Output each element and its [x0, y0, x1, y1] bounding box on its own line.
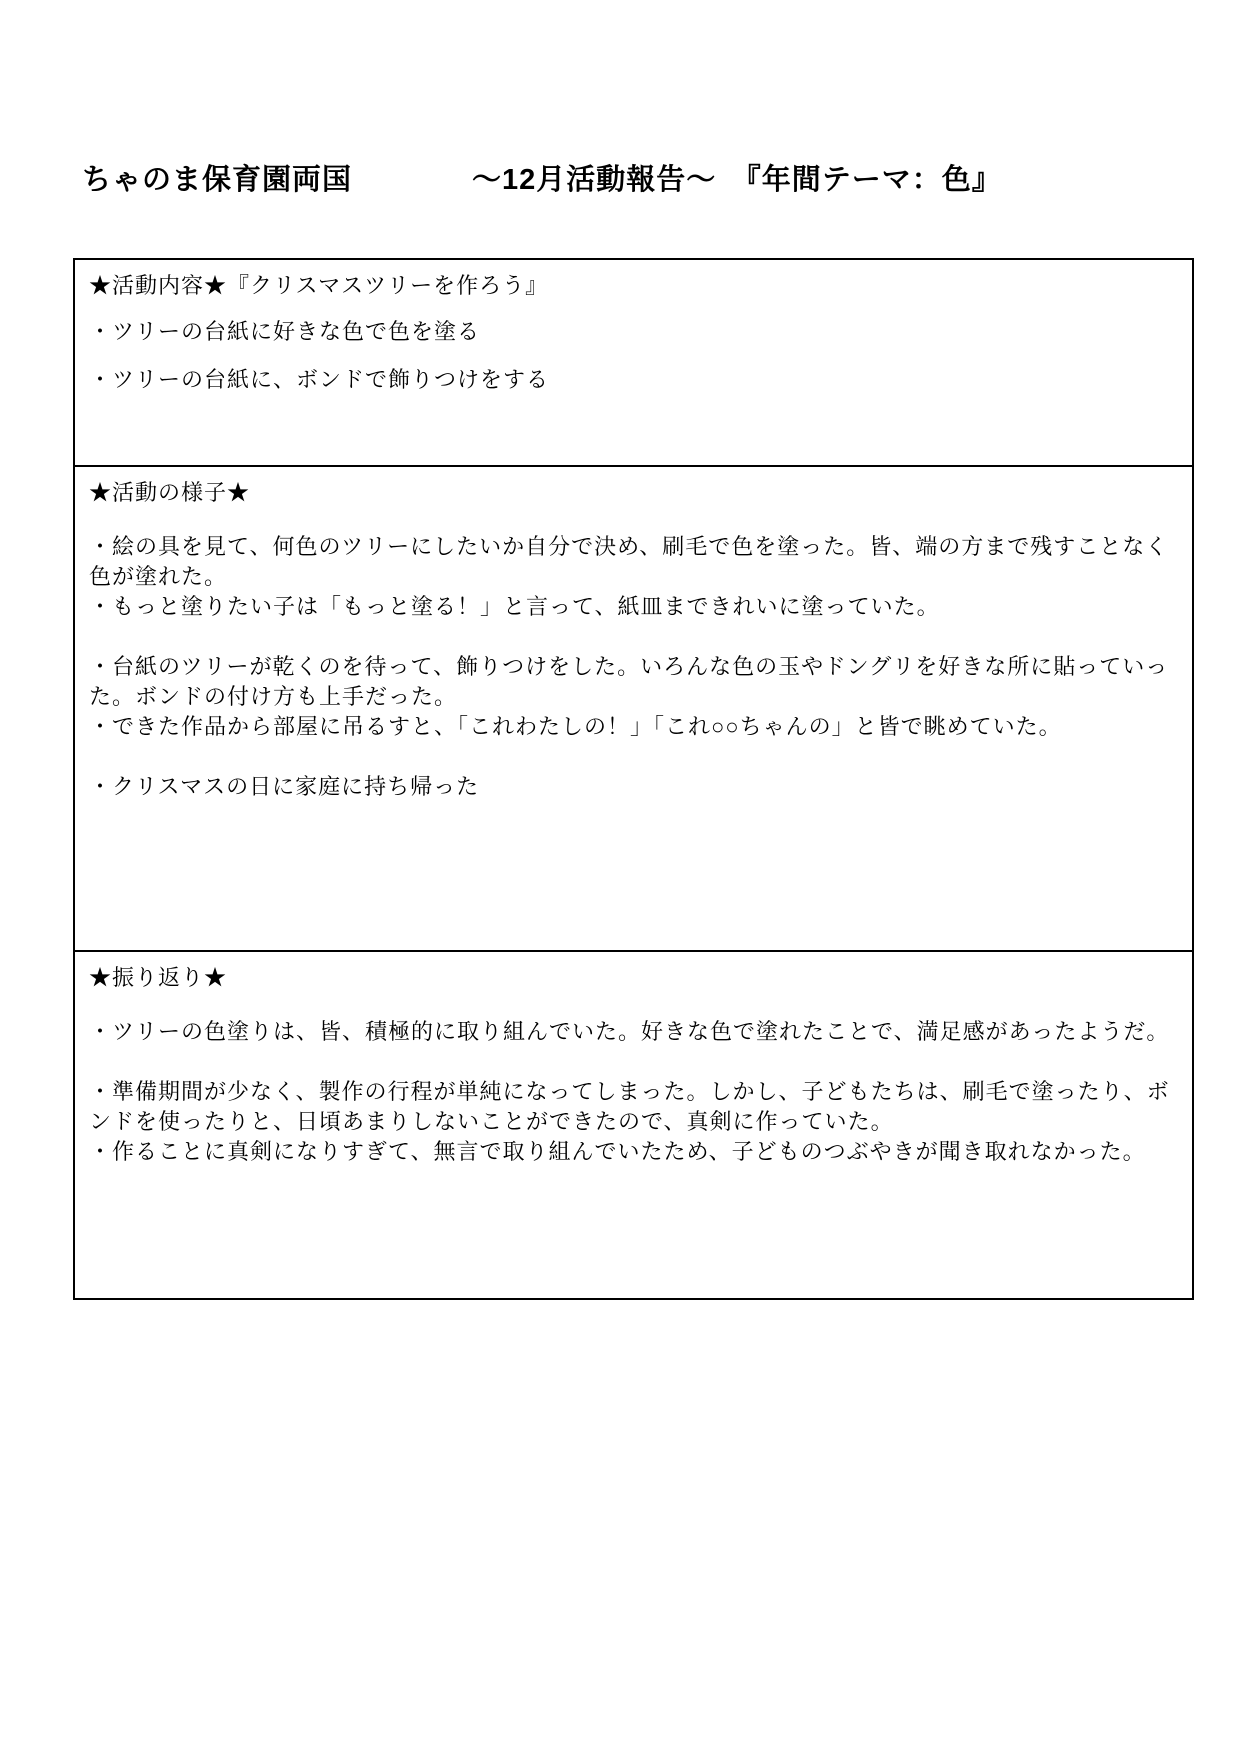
section-activity-content-header: ★活動内容★『クリスマスツリーを作ろう』 [89, 273, 549, 298]
bullet-line: た。ボンドの付け方も上手だった。 [89, 684, 458, 709]
bullet-line: ンドを使ったりと、日頃あまりしないことができたので、真剣に作っていた。 [89, 1109, 894, 1134]
bullet-line: ・台紙のツリーが乾くのを待って、飾りつけをした。いろんな色の玉やドングリを好きな所に貼っていっ [89, 654, 1169, 679]
bullet-paragraph [89, 772, 1178, 802]
bullet-line: ・クリスマスの日に家庭に持ち帰った [89, 774, 480, 799]
bullet-paragraph [89, 652, 1178, 742]
bullet-paragraph [89, 365, 1178, 395]
bullet-paragraph [89, 317, 1178, 347]
bullet-line: ・ツリーの台紙に好きな色で色を塗る [89, 319, 481, 344]
bullet-line: ・ツリーの台紙に、ボンドで飾りつけをする [89, 367, 550, 392]
bullet-line: ・作ることに真剣になりすぎて、無言で取り組んでいたため、子どものつぶやきが聞き取れなかった。 [89, 1139, 1146, 1164]
page-title: ちゃのま保育園両国 〜12月活動報告〜 『年間テーマ：色』 [82, 164, 1002, 196]
bullet-line: ・できた作品から部屋に吊るすと、「これわたしの！」「これ○○ちゃんの」と皆で眺めていた。 [89, 714, 1062, 739]
section-activity-content [75, 260, 1192, 465]
bullet-paragraph [89, 1077, 1178, 1167]
bullet-paragraph [89, 1017, 1178, 1047]
bullet-paragraph [89, 532, 1178, 622]
bullet-line: ・絵の具を見て、何色のツリーにしたいか自分で決め、刷毛で色を塗った。皆、端の方まで残すことなく [89, 534, 1169, 559]
section-activity-observations-header: ★活動の様子★ [89, 480, 251, 505]
section-activity-observations [75, 465, 1192, 950]
bullet-line: ・ツリーの色塗りは、皆、積極的に取り組んでいた。好きな色で塗れたことで、満足感があったようだ。 [89, 1019, 1170, 1044]
bullet-line: ・もっと塗りたい子は「もっと塗る！」と言って、紙皿まできれいに塗っていた。 [89, 594, 940, 619]
activity-report-table [73, 258, 1194, 1300]
section-reflection [75, 950, 1192, 1298]
bullet-line: ・準備期間が少なく、製作の行程が単純になってしまった。しかし、子どもたちは、刷毛で塗ったり、ボ [89, 1079, 1170, 1104]
section-reflection-header: ★振り返り★ [89, 965, 228, 990]
bullet-line: 色が塗れた。 [89, 564, 228, 589]
